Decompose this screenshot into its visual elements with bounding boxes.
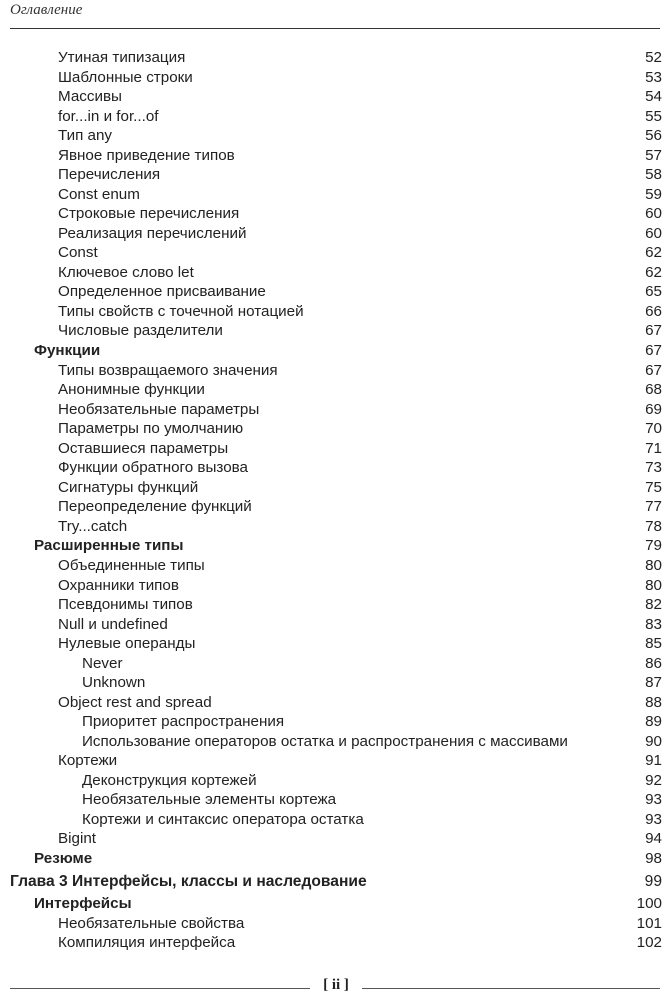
toc-entry-page: 54 [645,88,662,105]
toc-entry-page: 75 [645,478,662,496]
toc-entry-title: Const enum [58,185,140,203]
toc-entry-title: Массивы [58,88,122,105]
toc-entry[interactable] [0,517,670,537]
toc-entry[interactable] [0,497,670,517]
toc-entry[interactable] [0,302,670,322]
toc-entry[interactable] [0,224,670,244]
page-number: [ ii ] [323,977,349,993]
toc-entry-page: 86 [645,654,662,672]
toc-entry[interactable] [0,400,670,420]
header-rule [10,28,660,29]
toc-entry-page: 69 [645,400,662,418]
toc-entry-title: Типы возвращаемого значения [58,361,278,379]
toc-entry[interactable] [0,615,670,635]
toc-entry[interactable] [0,126,670,146]
toc-entry-page: 90 [645,732,662,750]
toc-entry-page: 60 [645,224,662,242]
toc-entry-title: Функции [34,341,101,359]
toc-entry-title: Явное приведение типов [58,146,235,164]
toc-entry[interactable] [0,87,670,107]
toc-entry-page: 93 [645,810,662,828]
toc-entry-title: Строковые перечисления [58,205,240,222]
toc-entry-title: Шаблонные строки [58,68,193,86]
toc-entry-page: 101 [636,914,662,932]
toc-entry-title: Деконструкция кортежей [82,771,257,789]
toc-entry-page: 87 [645,674,662,691]
toc-entry-page: 57 [645,146,662,164]
toc-entry-title: Утиная типизация [58,49,186,66]
toc-entry-page: 52 [645,49,662,66]
toc-entry-title: Оставшиеся параметры [58,439,229,457]
toc-entry[interactable] [0,380,670,400]
toc-entry[interactable] [0,595,670,615]
toc-entry-title: for...in и for...of [58,107,159,125]
toc-entry-page: 102 [636,934,662,951]
toc-entry-title: Never [82,654,123,672]
toc-entry-page: 78 [645,517,662,535]
toc-entry[interactable] [0,68,670,88]
toc-entry-title: Расширенные типы [34,537,184,554]
toc-entry-page: 67 [645,322,662,339]
toc-entry[interactable] [0,829,670,849]
toc-entry-title: Охранники типов [58,576,179,594]
toc-entry[interactable] [0,165,670,185]
toc-entry-page: 89 [645,713,662,730]
toc-entry-page: 67 [645,341,662,359]
toc-entry-page: 71 [645,439,662,457]
toc-entry-title: Тип any [58,127,113,144]
toc-entry[interactable] [0,810,670,830]
toc-entry-page: 77 [645,498,662,515]
toc-entry[interactable] [0,771,670,791]
toc-entry[interactable] [0,732,670,752]
toc-entry-title: Object rest and spread [58,693,212,711]
toc-entry[interactable] [0,790,670,810]
toc-entry-title: Нулевые операнды [58,635,196,652]
toc-section-entry[interactable] [0,536,670,556]
toc-entry-page: 98 [645,849,662,867]
toc-entry-title: Null и undefined [58,615,168,633]
toc-entry[interactable] [0,478,670,498]
toc-entry-page: 70 [645,420,662,437]
toc-entry-page: 60 [645,205,662,222]
toc-entry[interactable] [0,914,670,934]
toc-entry-title: Использование операторов остатка и распространения с массивами [82,732,568,750]
table-of-contents [0,48,670,953]
toc-entry[interactable] [0,243,670,263]
toc-entry[interactable] [0,185,670,205]
toc-entry[interactable] [0,556,670,576]
toc-entry[interactable] [0,107,670,127]
toc-entry-title: Bigint [58,830,96,847]
toc-entry[interactable] [0,263,670,283]
toc-entry-page: 62 [645,263,662,281]
toc-entry-title: Необязательные свойства [58,914,245,932]
toc-entry-title: Ключевое слово let [58,263,194,281]
toc-entry[interactable] [0,419,670,439]
toc-entry-title: Try...catch [58,517,128,535]
footer-rule-left [10,988,310,989]
toc-section-entry[interactable] [0,849,670,869]
toc-entry-title: Приоритет распространения [82,713,285,730]
toc-entry-page: 100 [636,894,662,912]
toc-entry-title: Компиляция интерфейса [58,934,236,951]
toc-entry-page: 94 [645,830,662,847]
toc-entry[interactable] [0,282,670,302]
toc-entry-page: 58 [645,166,662,183]
running-head: Оглавление [10,2,83,18]
toc-entry-page: 73 [645,459,662,476]
toc-entry[interactable] [0,693,670,713]
toc-entry-page: 82 [645,596,662,613]
toc-entry-page: 79 [645,537,662,554]
toc-entry-page: 92 [645,771,662,789]
toc-entry-title: Резюме [34,849,93,867]
toc-entry-title: Сигнатуры функций [58,478,199,496]
toc-entry-page: 85 [645,635,662,652]
toc-entry-page: 80 [645,557,662,574]
toc-entry-title: Глава 3 Интерфейсы, классы и наследование [10,872,367,890]
toc-entry[interactable] [0,48,670,68]
toc-entry-page: 66 [645,302,662,320]
toc-entry-title: Реализация перечислений [58,224,247,242]
toc-entry-page: 56 [645,127,662,144]
toc-entry-title: Перечисления [58,166,161,183]
toc-entry-page: 59 [645,185,662,203]
toc-entry-page: 67 [645,361,662,379]
footer-rule-right [362,988,660,989]
toc-entry-page: 53 [645,68,662,86]
toc-entry-title: Функции обратного вызова [58,459,248,476]
toc-entry[interactable] [0,634,670,654]
toc-entry-page: 68 [645,381,662,398]
toc-entry-page: 88 [645,693,662,711]
toc-entry[interactable] [0,458,670,478]
toc-entry-title: Числовые разделители [58,322,223,339]
toc-entry-title: Объединенные типы [58,557,205,574]
toc-entry[interactable] [0,146,670,166]
toc-entry-page: 99 [644,872,662,890]
toc-chapter-entry[interactable] [0,872,670,894]
toc-entry[interactable] [0,673,670,693]
toc-entry[interactable] [0,751,670,771]
toc-section-entry[interactable] [0,894,670,914]
toc-entry-page: 55 [645,107,662,125]
toc-entry-title: Кортежи [58,752,118,769]
toc-entry[interactable] [0,712,670,732]
toc-entry-page: 62 [645,244,662,261]
toc-entry-title: Определенное присваивание [58,283,266,300]
toc-entry-page: 65 [645,283,662,300]
toc-entry-title: Переопределение функций [58,498,252,515]
toc-entry-title: Интерфейсы [34,894,132,912]
toc-entry[interactable] [0,576,670,596]
toc-entry-title: Необязательные элементы кортежа [82,791,337,808]
toc-entry-page: 93 [645,791,662,808]
toc-entry-page: 91 [645,752,662,769]
toc-entry[interactable] [0,439,670,459]
toc-entry-title: Параметры по умолчанию [58,420,244,437]
toc-entry-title: Типы свойств с точечной нотацией [58,302,304,320]
toc-entry[interactable] [0,361,670,381]
toc-entry[interactable] [0,321,670,341]
toc-entry-title: Анонимные функции [58,381,205,398]
toc-entry-title: Const [58,244,98,261]
toc-entry[interactable] [0,933,670,953]
toc-entry-title: Псевдонимы типов [58,596,193,613]
toc-entry[interactable] [0,654,670,674]
toc-entry-title: Необязательные параметры [58,400,260,418]
toc-entry-title: Unknown [82,674,146,691]
toc-section-entry[interactable] [0,341,670,361]
toc-entry-page: 83 [645,615,662,633]
toc-entry-page: 80 [645,576,662,594]
toc-entry[interactable] [0,204,670,224]
toc-entry-title: Кортежи и синтаксис оператора остатка [82,810,364,828]
